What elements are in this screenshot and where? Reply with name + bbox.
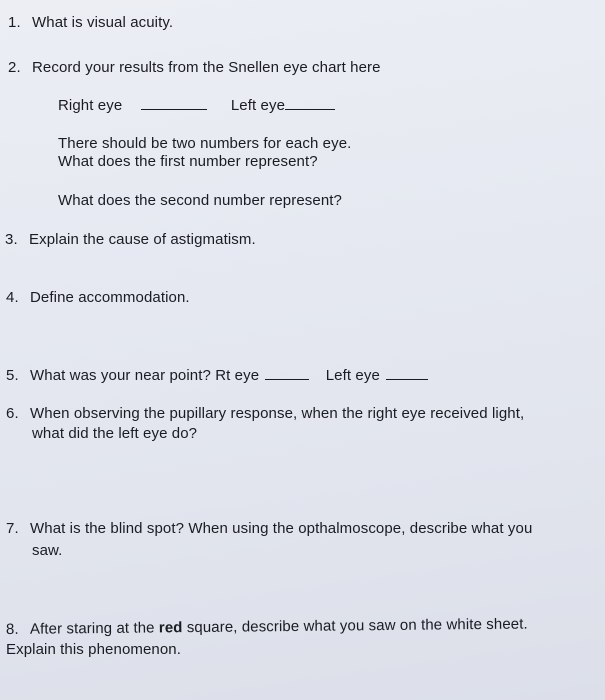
near-point-right-eye-blank[interactable] bbox=[265, 366, 309, 380]
right-eye-blank[interactable] bbox=[141, 96, 207, 110]
snellen-note-line-2: What does the first number represent? bbox=[58, 153, 318, 170]
question-3-number: 3. bbox=[5, 231, 18, 248]
left-eye-label: Left eye bbox=[230, 97, 286, 114]
question-7 bbox=[6, 520, 532, 538]
question-8-number: 8. bbox=[5, 620, 19, 638]
question-6 bbox=[6, 405, 524, 423]
question-8-text-after: square, describe what you saw on the white sheet. bbox=[186, 615, 528, 637]
snellen-results-row bbox=[58, 96, 335, 115]
question-8-bold-red: red bbox=[158, 619, 183, 637]
left-eye-blank[interactable] bbox=[285, 96, 335, 110]
question-6-line-2: what did the left eye do? bbox=[32, 425, 198, 442]
snellen-second-number: What does the second number represent? bbox=[58, 192, 342, 209]
question-5-text: What was your near point? Rt eye bbox=[30, 367, 260, 384]
question-4 bbox=[6, 289, 190, 307]
question-2-number: 2. bbox=[8, 59, 21, 76]
question-4-text: Define accommodation. bbox=[30, 289, 190, 306]
question-1 bbox=[8, 14, 173, 32]
question-8-line-2: Explain this phenomenon. bbox=[6, 641, 182, 658]
question-1-text: What is visual acuity. bbox=[32, 14, 174, 31]
question-8-text-before: After staring at the bbox=[29, 619, 155, 638]
snellen-note-line-1: There should be two numbers for each eye. bbox=[58, 135, 352, 152]
question-7-line-2: saw. bbox=[32, 542, 63, 559]
question-6-number: 6. bbox=[6, 405, 19, 422]
near-point-left-eye-label: Left eye bbox=[325, 367, 380, 384]
question-7-number: 7. bbox=[6, 520, 19, 537]
question-8 bbox=[6, 616, 528, 639]
question-2-text: Record your results from the Snellen eye chart here bbox=[32, 59, 381, 76]
near-point-left-eye-blank[interactable] bbox=[386, 366, 428, 380]
question-2 bbox=[8, 59, 381, 77]
right-eye-label: Right eye bbox=[58, 97, 123, 114]
question-3-text: Explain the cause of astigmatism. bbox=[29, 231, 256, 248]
question-5 bbox=[6, 366, 428, 385]
question-1-number: 1. bbox=[8, 14, 21, 31]
question-6-line-1: When observing the pupillary response, when the right eye received light, bbox=[30, 405, 525, 422]
question-3 bbox=[5, 231, 256, 249]
question-4-number: 4. bbox=[6, 289, 19, 306]
question-5-number: 5. bbox=[6, 367, 19, 384]
question-7-line-1: What is the blind spot? When using the opthalmoscope, describe what you bbox=[30, 520, 533, 537]
